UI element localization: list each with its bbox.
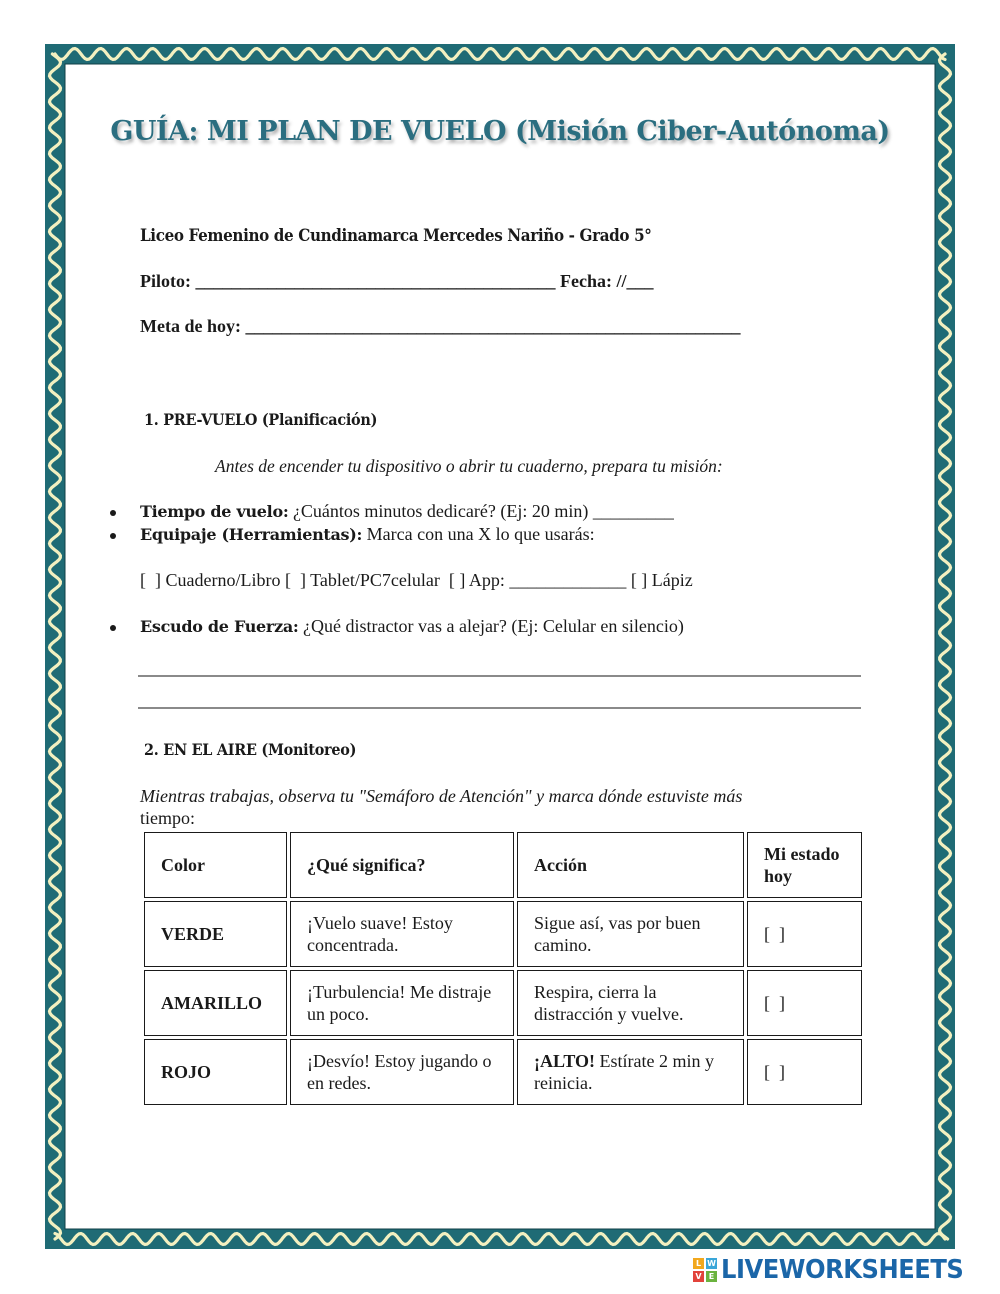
section-2-intro-line2: tiempo: bbox=[140, 808, 195, 828]
tools-label: Equipaje (Herramientas): bbox=[140, 525, 363, 544]
row-meaning: ¡Vuelo suave! Estoy concentrada. bbox=[290, 901, 514, 967]
row-color: ROJO bbox=[144, 1039, 287, 1105]
row-action-text: Respira, cierra la distracción y vuelve. bbox=[534, 982, 684, 1024]
table-row bbox=[144, 1039, 862, 1105]
row-color: AMARILLO bbox=[144, 970, 287, 1036]
liveworksheets-badge-icon bbox=[693, 1258, 717, 1282]
shield-label: Escudo de Fuerza: bbox=[140, 617, 299, 636]
badge-letter: E bbox=[706, 1271, 717, 1282]
shield-text: ¿Qué distractor vas a alejar? (Ej: Celular en silencio) bbox=[298, 616, 684, 636]
badge-letter: L bbox=[693, 1258, 704, 1269]
row-action bbox=[517, 970, 744, 1036]
tools-options: [ ] Cuaderno/Libro [ ] Tablet/PC7celular [ ] App: _____________ [ ] Lápiz bbox=[140, 570, 693, 590]
row-meaning: ¡Turbulencia! Me distraje un poco. bbox=[290, 970, 514, 1036]
row-state-checkbox[interactable]: [ ] bbox=[747, 901, 862, 967]
section-2-heading: 2. EN EL AIRE (Monitoreo) bbox=[144, 740, 357, 759]
badge-letter: V bbox=[693, 1271, 704, 1282]
table-header-row bbox=[144, 832, 862, 898]
answer-line-2 bbox=[138, 707, 861, 709]
bullet-icon bbox=[110, 625, 116, 631]
bullet-icon bbox=[110, 510, 116, 516]
table-row bbox=[144, 970, 862, 1036]
section-2-intro-line1: Mientras trabajas, observa tu "Semáforo de Atención" y marca dónde estuviste más bbox=[140, 786, 743, 806]
row-action bbox=[517, 901, 744, 967]
liveworksheets-logo[interactable] bbox=[693, 1255, 982, 1285]
liveworksheets-text: LIVEWORKSHEETS bbox=[721, 1255, 964, 1285]
attention-traffic-light-table bbox=[141, 829, 865, 1108]
pilot-date-line: Piloto: ________________________________________ Fecha: //___ bbox=[140, 271, 654, 291]
school-line: Liceo Femenino de Cundinamarca Mercedes Nariño - Grado 5° bbox=[140, 226, 652, 245]
section-1-heading: 1. PRE-VUELO (Planificación) bbox=[144, 410, 378, 429]
header-meaning: ¿Qué significa? bbox=[290, 832, 514, 898]
row-state-checkbox[interactable]: [ ] bbox=[747, 1039, 862, 1105]
flight-time-text: ¿Cuántos minutos dedicaré? (Ej: 20 min) _________ bbox=[288, 501, 674, 521]
section-1-intro: Antes de encender tu dispositivo o abrir tu cuaderno, prepara tu misión: bbox=[215, 456, 723, 476]
row-meaning: ¡Desvío! Estoy jugando o en redes. bbox=[290, 1039, 514, 1105]
table-row bbox=[144, 901, 862, 967]
row-action-text: Sigue así, vas por buen camino. bbox=[534, 913, 701, 955]
header-action: Acción bbox=[517, 832, 744, 898]
flight-time-label: Tiempo de vuelo: bbox=[140, 502, 289, 521]
header-state: Mi estado hoy bbox=[747, 832, 862, 898]
bullet-icon bbox=[110, 533, 116, 539]
goal-line: Meta de hoy: _______________________________________________________ bbox=[140, 316, 741, 336]
row-action bbox=[517, 1039, 744, 1105]
row-action-text: Estírate 2 min y reinicia. bbox=[534, 1051, 715, 1093]
header-color: Color bbox=[144, 832, 287, 898]
tools-text: Marca con una X lo que usarás: bbox=[362, 524, 595, 544]
page-title: GUÍA: MI PLAN DE VUELO (Misión Ciber-Autónoma) bbox=[110, 116, 890, 147]
badge-letter: W bbox=[707, 1259, 716, 1268]
row-state-checkbox[interactable]: [ ] bbox=[747, 970, 862, 1036]
answer-line-1 bbox=[138, 675, 861, 677]
row-color: VERDE bbox=[144, 901, 287, 967]
row-action-bold: ¡ALTO! bbox=[534, 1051, 596, 1071]
